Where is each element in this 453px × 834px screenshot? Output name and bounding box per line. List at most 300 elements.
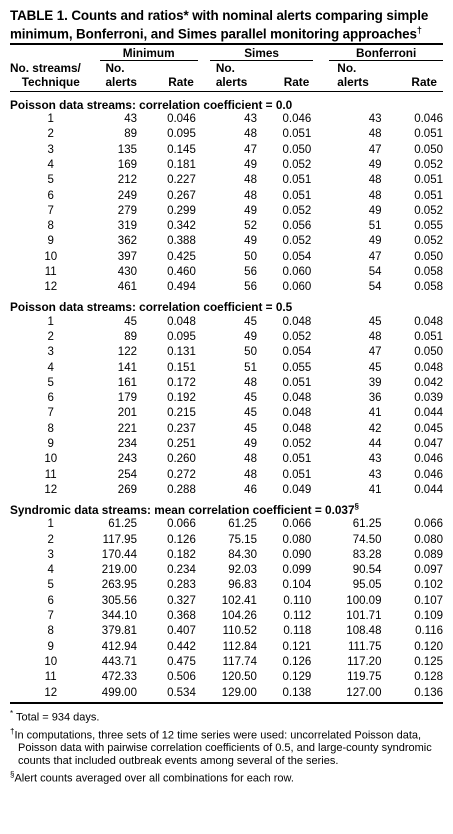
alerts-cell: 48 <box>244 376 257 389</box>
rate-cell: 0.054 <box>282 250 312 263</box>
rate-cell: 0.050 <box>282 143 312 156</box>
alerts-cell: 89 <box>124 128 137 141</box>
rate-cell: 0.112 <box>283 610 312 623</box>
row-index-cell: 5 <box>47 579 54 592</box>
alerts-cell: 161 <box>117 376 137 389</box>
table-row <box>10 562 443 577</box>
row-index-cell: 9 <box>47 640 54 653</box>
rate-cell: 0.126 <box>167 533 196 546</box>
alerts-cell: 379.81 <box>101 625 137 638</box>
alerts-cell: 50 <box>244 250 257 263</box>
alerts-cell: 127.00 <box>346 686 382 699</box>
streams-header-line1: No. streams/ <box>10 61 81 76</box>
rate-header: Rate <box>168 75 194 90</box>
streams-header-line2: Technique <box>21 75 80 90</box>
rate-cell: 0.052 <box>282 204 312 217</box>
rate-cell: 0.056 <box>282 220 312 233</box>
alerts-header-line2: alerts <box>105 75 137 90</box>
rate-cell: 0.089 <box>414 548 443 561</box>
alerts-cell: 41 <box>368 407 382 420</box>
row-index-cell: 6 <box>47 594 54 607</box>
rate-cell: 0.097 <box>414 564 443 577</box>
table-row <box>10 517 443 532</box>
row-index-cell: 5 <box>47 376 54 389</box>
rate-cell: 0.080 <box>282 533 312 546</box>
rate-cell: 0.050 <box>414 250 443 263</box>
alerts-cell: 47 <box>244 143 257 156</box>
alerts-cell: 472.33 <box>101 671 137 684</box>
alerts-cell: 49 <box>368 159 382 171</box>
alerts-cell: 96.83 <box>228 579 257 592</box>
rate-cell: 0.042 <box>414 376 443 389</box>
table-row <box>10 314 443 329</box>
table-row <box>10 421 443 436</box>
rate-cell: 0.058 <box>414 266 443 279</box>
alerts-cell: 108.48 <box>346 625 382 638</box>
table-row <box>10 111 443 126</box>
rate-cell: 0.215 <box>167 407 196 420</box>
rate-cell: 0.051 <box>282 128 312 141</box>
rate-cell: 0.442 <box>167 640 196 653</box>
alerts-cell: 61.25 <box>228 518 257 531</box>
alerts-header-line1: No. <box>337 61 357 76</box>
rate-cell: 0.368 <box>167 610 196 623</box>
group-minimum: Minimum <box>100 46 198 61</box>
row-index-cell: 1 <box>47 518 54 531</box>
table-row <box>10 264 443 279</box>
alerts-cell: 499.00 <box>101 686 137 699</box>
column-header-row-2 <box>10 75 443 89</box>
alerts-cell: 51 <box>368 220 382 233</box>
footnote-averaged: §Alert counts averaged over all combinations for each row. <box>10 770 294 786</box>
rate-cell: 0.049 <box>282 483 312 496</box>
row-index-cell: 2 <box>47 330 54 343</box>
rate-cell: 0.051 <box>414 330 443 343</box>
alerts-cell: 42 <box>368 422 382 435</box>
alerts-cell: 46 <box>244 483 257 496</box>
row-index-cell: 7 <box>47 610 54 623</box>
row-index-cell: 11 <box>44 468 57 481</box>
rate-cell: 0.267 <box>167 189 196 202</box>
rate-cell: 0.039 <box>414 392 443 405</box>
alerts-cell: 179 <box>117 392 137 405</box>
rate-cell: 0.181 <box>167 159 196 171</box>
alerts-cell: 48 <box>244 189 257 202</box>
rate-cell: 0.052 <box>282 330 312 343</box>
alerts-cell: 112.84 <box>222 640 257 653</box>
alerts-cell: 39 <box>368 376 382 389</box>
rate-cell: 0.182 <box>167 548 196 561</box>
row-index-cell: 9 <box>47 438 54 451</box>
table-row <box>10 685 443 700</box>
alerts-cell: 43 <box>368 468 382 481</box>
rate-cell: 0.118 <box>283 625 312 638</box>
rate-cell: 0.051 <box>414 189 443 202</box>
rate-cell: 0.044 <box>414 407 443 420</box>
section-heading: Poisson data streams: correlation coefficient = 0.5 <box>10 300 293 315</box>
counts-ratios-table <box>10 43 443 704</box>
rate-cell: 0.125 <box>414 655 443 668</box>
rate-cell: 0.299 <box>167 204 196 217</box>
row-index-cell: 10 <box>44 655 58 668</box>
footnote-total: * Total = 934 days. <box>10 709 100 724</box>
alerts-cell: 44 <box>368 438 382 451</box>
group-header-row <box>10 45 443 61</box>
row-index-cell: 6 <box>47 392 54 405</box>
alerts-cell: 61.25 <box>108 518 137 531</box>
row-index-cell: 6 <box>47 189 54 202</box>
section-heading-row <box>10 498 443 517</box>
rate-cell: 0.099 <box>282 564 312 577</box>
rate-cell: 0.046 <box>414 468 443 481</box>
table-row <box>10 219 443 234</box>
rate-cell: 0.102 <box>414 579 443 592</box>
alerts-cell: 90.54 <box>352 564 382 577</box>
table-row <box>10 436 443 451</box>
rate-cell: 0.047 <box>414 438 443 451</box>
rate-cell: 0.283 <box>167 579 196 592</box>
alerts-cell: 48 <box>244 174 257 187</box>
alerts-cell: 249 <box>117 189 137 202</box>
rate-cell: 0.107 <box>414 594 443 607</box>
rate-cell: 0.055 <box>282 361 312 374</box>
alerts-cell: 51 <box>244 361 257 374</box>
rate-cell: 0.048 <box>414 315 443 328</box>
rate-cell: 0.048 <box>414 361 443 374</box>
alerts-cell: 319 <box>117 220 137 233</box>
alerts-cell: 104.26 <box>221 610 257 623</box>
alerts-cell: 344.10 <box>101 610 137 623</box>
alerts-cell: 119.75 <box>347 671 382 684</box>
rate-cell: 0.066 <box>167 518 196 531</box>
rate-cell: 0.044 <box>414 483 443 496</box>
alerts-cell: 412.94 <box>101 640 137 653</box>
alerts-cell: 43 <box>368 113 382 126</box>
alerts-cell: 50 <box>244 346 257 359</box>
rate-cell: 0.109 <box>414 610 443 623</box>
alerts-cell: 111.75 <box>348 640 382 653</box>
table-body <box>10 92 443 700</box>
rate-cell: 0.052 <box>414 204 443 217</box>
alerts-cell: 61.25 <box>352 518 382 531</box>
alerts-cell: 48 <box>368 174 382 187</box>
rate-cell: 0.050 <box>414 346 443 359</box>
rate-cell: 0.052 <box>414 235 443 248</box>
rate-cell: 0.045 <box>414 422 443 435</box>
section-heading: Syndromic data streams: mean correlation coefficient = 0.037§ <box>10 501 359 517</box>
alerts-cell: 45 <box>244 407 257 420</box>
row-index-cell: 11 <box>44 671 57 684</box>
rate-cell: 0.251 <box>167 438 196 451</box>
rate-cell: 0.048 <box>282 407 312 420</box>
rate-cell: 0.192 <box>167 392 196 405</box>
rate-cell: 0.425 <box>167 250 196 263</box>
table-row <box>10 157 443 172</box>
rate-cell: 0.051 <box>282 189 312 202</box>
table-row <box>10 142 443 157</box>
rate-cell: 0.066 <box>414 518 443 531</box>
alerts-cell: 45 <box>244 392 257 405</box>
rate-cell: 0.051 <box>414 128 443 141</box>
alerts-cell: 49 <box>244 438 257 451</box>
table-row <box>10 234 443 249</box>
rate-cell: 0.237 <box>167 422 196 435</box>
rate-header: Rate <box>411 75 437 90</box>
row-index-cell: 7 <box>47 204 54 217</box>
title-footnote-mark: † <box>416 25 422 35</box>
rate-cell: 0.494 <box>167 281 196 294</box>
section-heading-row <box>10 295 443 314</box>
alerts-header-line2: alerts <box>337 75 369 90</box>
rate-cell: 0.506 <box>167 671 196 684</box>
alerts-cell: 56 <box>244 281 257 294</box>
alerts-cell: 397 <box>117 250 137 263</box>
table-row <box>10 345 443 360</box>
table-row <box>10 173 443 188</box>
alerts-cell: 48 <box>244 453 257 466</box>
rate-cell: 0.046 <box>414 113 443 126</box>
table-row <box>10 639 443 654</box>
section-heading-row <box>10 92 443 112</box>
alerts-cell: 117.20 <box>347 655 382 668</box>
alerts-cell: 48 <box>244 128 257 141</box>
group-simes: Simes <box>210 46 313 61</box>
rate-cell: 0.048 <box>167 315 196 328</box>
alerts-cell: 92.03 <box>228 564 257 577</box>
rate-cell: 0.066 <box>282 518 312 531</box>
alerts-cell: 54 <box>368 266 382 279</box>
alerts-cell: 49 <box>368 235 382 248</box>
alerts-cell: 41 <box>368 483 382 496</box>
rate-cell: 0.234 <box>167 564 196 577</box>
rate-cell: 0.475 <box>167 655 196 668</box>
table-row <box>10 452 443 467</box>
row-index-cell: 8 <box>47 625 54 638</box>
footnotes <box>10 707 443 786</box>
row-index-cell: 8 <box>47 422 54 435</box>
alerts-cell: 84.30 <box>228 548 257 561</box>
rate-cell: 0.131 <box>167 346 196 359</box>
row-index-cell: 3 <box>47 143 54 156</box>
alerts-cell: 49 <box>244 159 257 171</box>
rate-cell: 0.172 <box>167 376 196 389</box>
row-index-cell: 4 <box>47 564 54 577</box>
alerts-cell: 254 <box>117 468 137 481</box>
alerts-cell: 52 <box>244 220 257 233</box>
alerts-cell: 141 <box>117 361 137 374</box>
alerts-cell: 89 <box>124 330 137 343</box>
table-row <box>10 375 443 390</box>
rate-cell: 0.128 <box>414 671 443 684</box>
alerts-cell: 45 <box>368 361 382 374</box>
row-index-cell: 8 <box>47 220 54 233</box>
row-index-cell: 7 <box>47 407 54 420</box>
rate-cell: 0.054 <box>282 346 312 359</box>
alerts-cell: 219.00 <box>101 564 137 577</box>
table-row <box>10 406 443 421</box>
rate-cell: 0.051 <box>282 453 312 466</box>
alerts-cell: 45 <box>244 315 257 328</box>
rate-cell: 0.151 <box>167 361 196 374</box>
alerts-header-line2: alerts <box>215 75 248 90</box>
alerts-cell: 430 <box>117 266 137 279</box>
rate-cell: 0.051 <box>282 376 312 389</box>
rate-cell: 0.120 <box>414 640 443 653</box>
table-row <box>10 624 443 639</box>
column-header-row-1 <box>10 61 443 75</box>
row-index-cell: 2 <box>47 128 54 141</box>
alerts-cell: 48 <box>368 330 382 343</box>
rate-cell: 0.048 <box>282 392 312 405</box>
row-index-cell: 1 <box>47 315 54 328</box>
alerts-cell: 43 <box>124 113 137 126</box>
alerts-cell: 279 <box>117 204 137 217</box>
alerts-cell: 101.71 <box>346 610 382 623</box>
table-title: TABLE 1. Counts and ratios* with nominal alerts comparing simple minimum, Bonferroni, and Simes parallel monitoring approaches† <box>10 8 429 42</box>
alerts-cell: 201 <box>117 407 137 420</box>
rate-cell: 0.534 <box>167 686 196 699</box>
row-index-cell: 5 <box>47 174 54 187</box>
alerts-cell: 234 <box>117 438 137 451</box>
rate-cell: 0.048 <box>282 315 312 328</box>
rate-cell: 0.052 <box>414 159 443 171</box>
rate-cell: 0.145 <box>167 143 196 156</box>
alerts-cell: 74.50 <box>352 533 382 546</box>
alerts-cell: 120.50 <box>221 671 257 684</box>
table-row <box>10 249 443 264</box>
row-index-cell: 10 <box>44 250 58 263</box>
row-index-cell: 12 <box>44 483 58 496</box>
alerts-cell: 305.56 <box>101 594 137 607</box>
rate-cell: 0.227 <box>167 174 196 187</box>
alerts-cell: 83.28 <box>352 548 382 561</box>
alerts-cell: 45 <box>124 315 137 328</box>
table-row <box>10 203 443 218</box>
row-index-cell: 11 <box>44 266 57 279</box>
rate-cell: 0.116 <box>415 625 443 638</box>
alerts-header-line1: No. <box>105 61 125 76</box>
rate-cell: 0.460 <box>167 266 196 279</box>
alerts-cell: 117.74 <box>222 655 257 668</box>
alerts-cell: 54 <box>368 281 382 294</box>
rate-cell: 0.052 <box>282 159 312 171</box>
alerts-cell: 269 <box>117 483 137 496</box>
table-row <box>10 329 443 344</box>
alerts-cell: 221 <box>117 422 137 435</box>
rate-cell: 0.104 <box>282 579 312 592</box>
row-index-cell: 12 <box>44 281 58 294</box>
rate-cell: 0.058 <box>414 281 443 294</box>
table-row <box>10 280 443 295</box>
alerts-cell: 47 <box>368 143 382 156</box>
rate-cell: 0.051 <box>282 174 312 187</box>
alerts-cell: 56 <box>244 266 257 279</box>
alerts-cell: 443.71 <box>101 655 137 668</box>
rate-cell: 0.046 <box>282 113 312 126</box>
row-index-cell: 3 <box>47 548 54 561</box>
row-index-cell: 1 <box>47 113 54 126</box>
alerts-cell: 122 <box>117 346 137 359</box>
alerts-cell: 45 <box>368 315 382 328</box>
alerts-header-line1: No. <box>215 61 235 76</box>
group-bonferroni: Bonferroni <box>329 46 443 61</box>
rate-cell: 0.288 <box>167 483 196 496</box>
rate-cell: 0.060 <box>282 281 312 294</box>
table-row <box>10 482 443 497</box>
rate-cell: 0.129 <box>282 671 312 684</box>
alerts-cell: 102.41 <box>221 594 257 607</box>
alerts-cell: 95.05 <box>352 579 382 592</box>
table-row <box>10 670 443 685</box>
row-index-cell: 10 <box>44 453 58 466</box>
rate-cell: 0.046 <box>414 453 443 466</box>
alerts-cell: 49 <box>368 204 382 217</box>
rate-cell: 0.080 <box>414 533 443 546</box>
row-index-cell: 4 <box>47 159 54 171</box>
rate-cell: 0.052 <box>282 438 312 451</box>
rate-cell: 0.126 <box>282 655 312 668</box>
row-index-cell: 3 <box>47 346 54 359</box>
rate-cell: 0.327 <box>167 594 196 607</box>
alerts-cell: 49 <box>244 235 257 248</box>
rate-cell: 0.138 <box>282 686 312 699</box>
row-index-cell: 2 <box>47 533 54 546</box>
table-row <box>10 391 443 406</box>
alerts-cell: 49 <box>244 204 257 217</box>
table-row <box>10 593 443 608</box>
rate-cell: 0.095 <box>167 330 196 343</box>
alerts-cell: 117.95 <box>102 533 137 546</box>
alerts-cell: 212 <box>117 174 137 187</box>
alerts-cell: 169 <box>117 159 137 171</box>
table-row <box>10 608 443 623</box>
table-row <box>10 127 443 142</box>
rate-cell: 0.051 <box>414 174 443 187</box>
table-row <box>10 654 443 669</box>
rate-cell: 0.407 <box>167 625 196 638</box>
rate-cell: 0.272 <box>167 468 196 481</box>
alerts-cell: 243 <box>117 453 137 466</box>
footnote-computations: †In computations, three sets of 12 time series were used: uncorrelated Poisson data, Poisson data with pairwise correlation coefficients of 0.5, and large-county syndromic counts that included outbreak events among several of the series. <box>10 726 432 768</box>
alerts-cell: 49 <box>244 330 257 343</box>
alerts-cell: 110.52 <box>222 625 257 638</box>
rate-cell: 0.051 <box>282 468 312 481</box>
row-index-cell: 12 <box>44 686 58 699</box>
alerts-cell: 362 <box>117 235 137 248</box>
rate-cell: 0.052 <box>282 235 312 248</box>
alerts-cell: 36 <box>368 392 382 405</box>
table-row <box>10 547 443 562</box>
alerts-cell: 100.09 <box>346 594 382 607</box>
rate-cell: 0.060 <box>282 266 312 279</box>
rate-cell: 0.046 <box>167 113 196 126</box>
row-index-cell: 4 <box>47 361 54 374</box>
alerts-cell: 47 <box>368 250 382 263</box>
table-row <box>10 188 443 203</box>
alerts-cell: 461 <box>117 281 137 294</box>
alerts-cell: 75.15 <box>228 533 257 546</box>
alerts-cell: 43 <box>244 113 257 126</box>
alerts-cell: 170.44 <box>101 548 137 561</box>
rate-cell: 0.388 <box>167 235 196 248</box>
rate-cell: 0.136 <box>414 686 443 699</box>
rate-cell: 0.055 <box>414 220 443 233</box>
alerts-cell: 48 <box>368 128 382 141</box>
rate-cell: 0.260 <box>167 453 196 466</box>
rate-cell: 0.095 <box>167 128 196 141</box>
rate-cell: 0.342 <box>167 220 196 233</box>
rate-cell: 0.121 <box>282 640 312 653</box>
